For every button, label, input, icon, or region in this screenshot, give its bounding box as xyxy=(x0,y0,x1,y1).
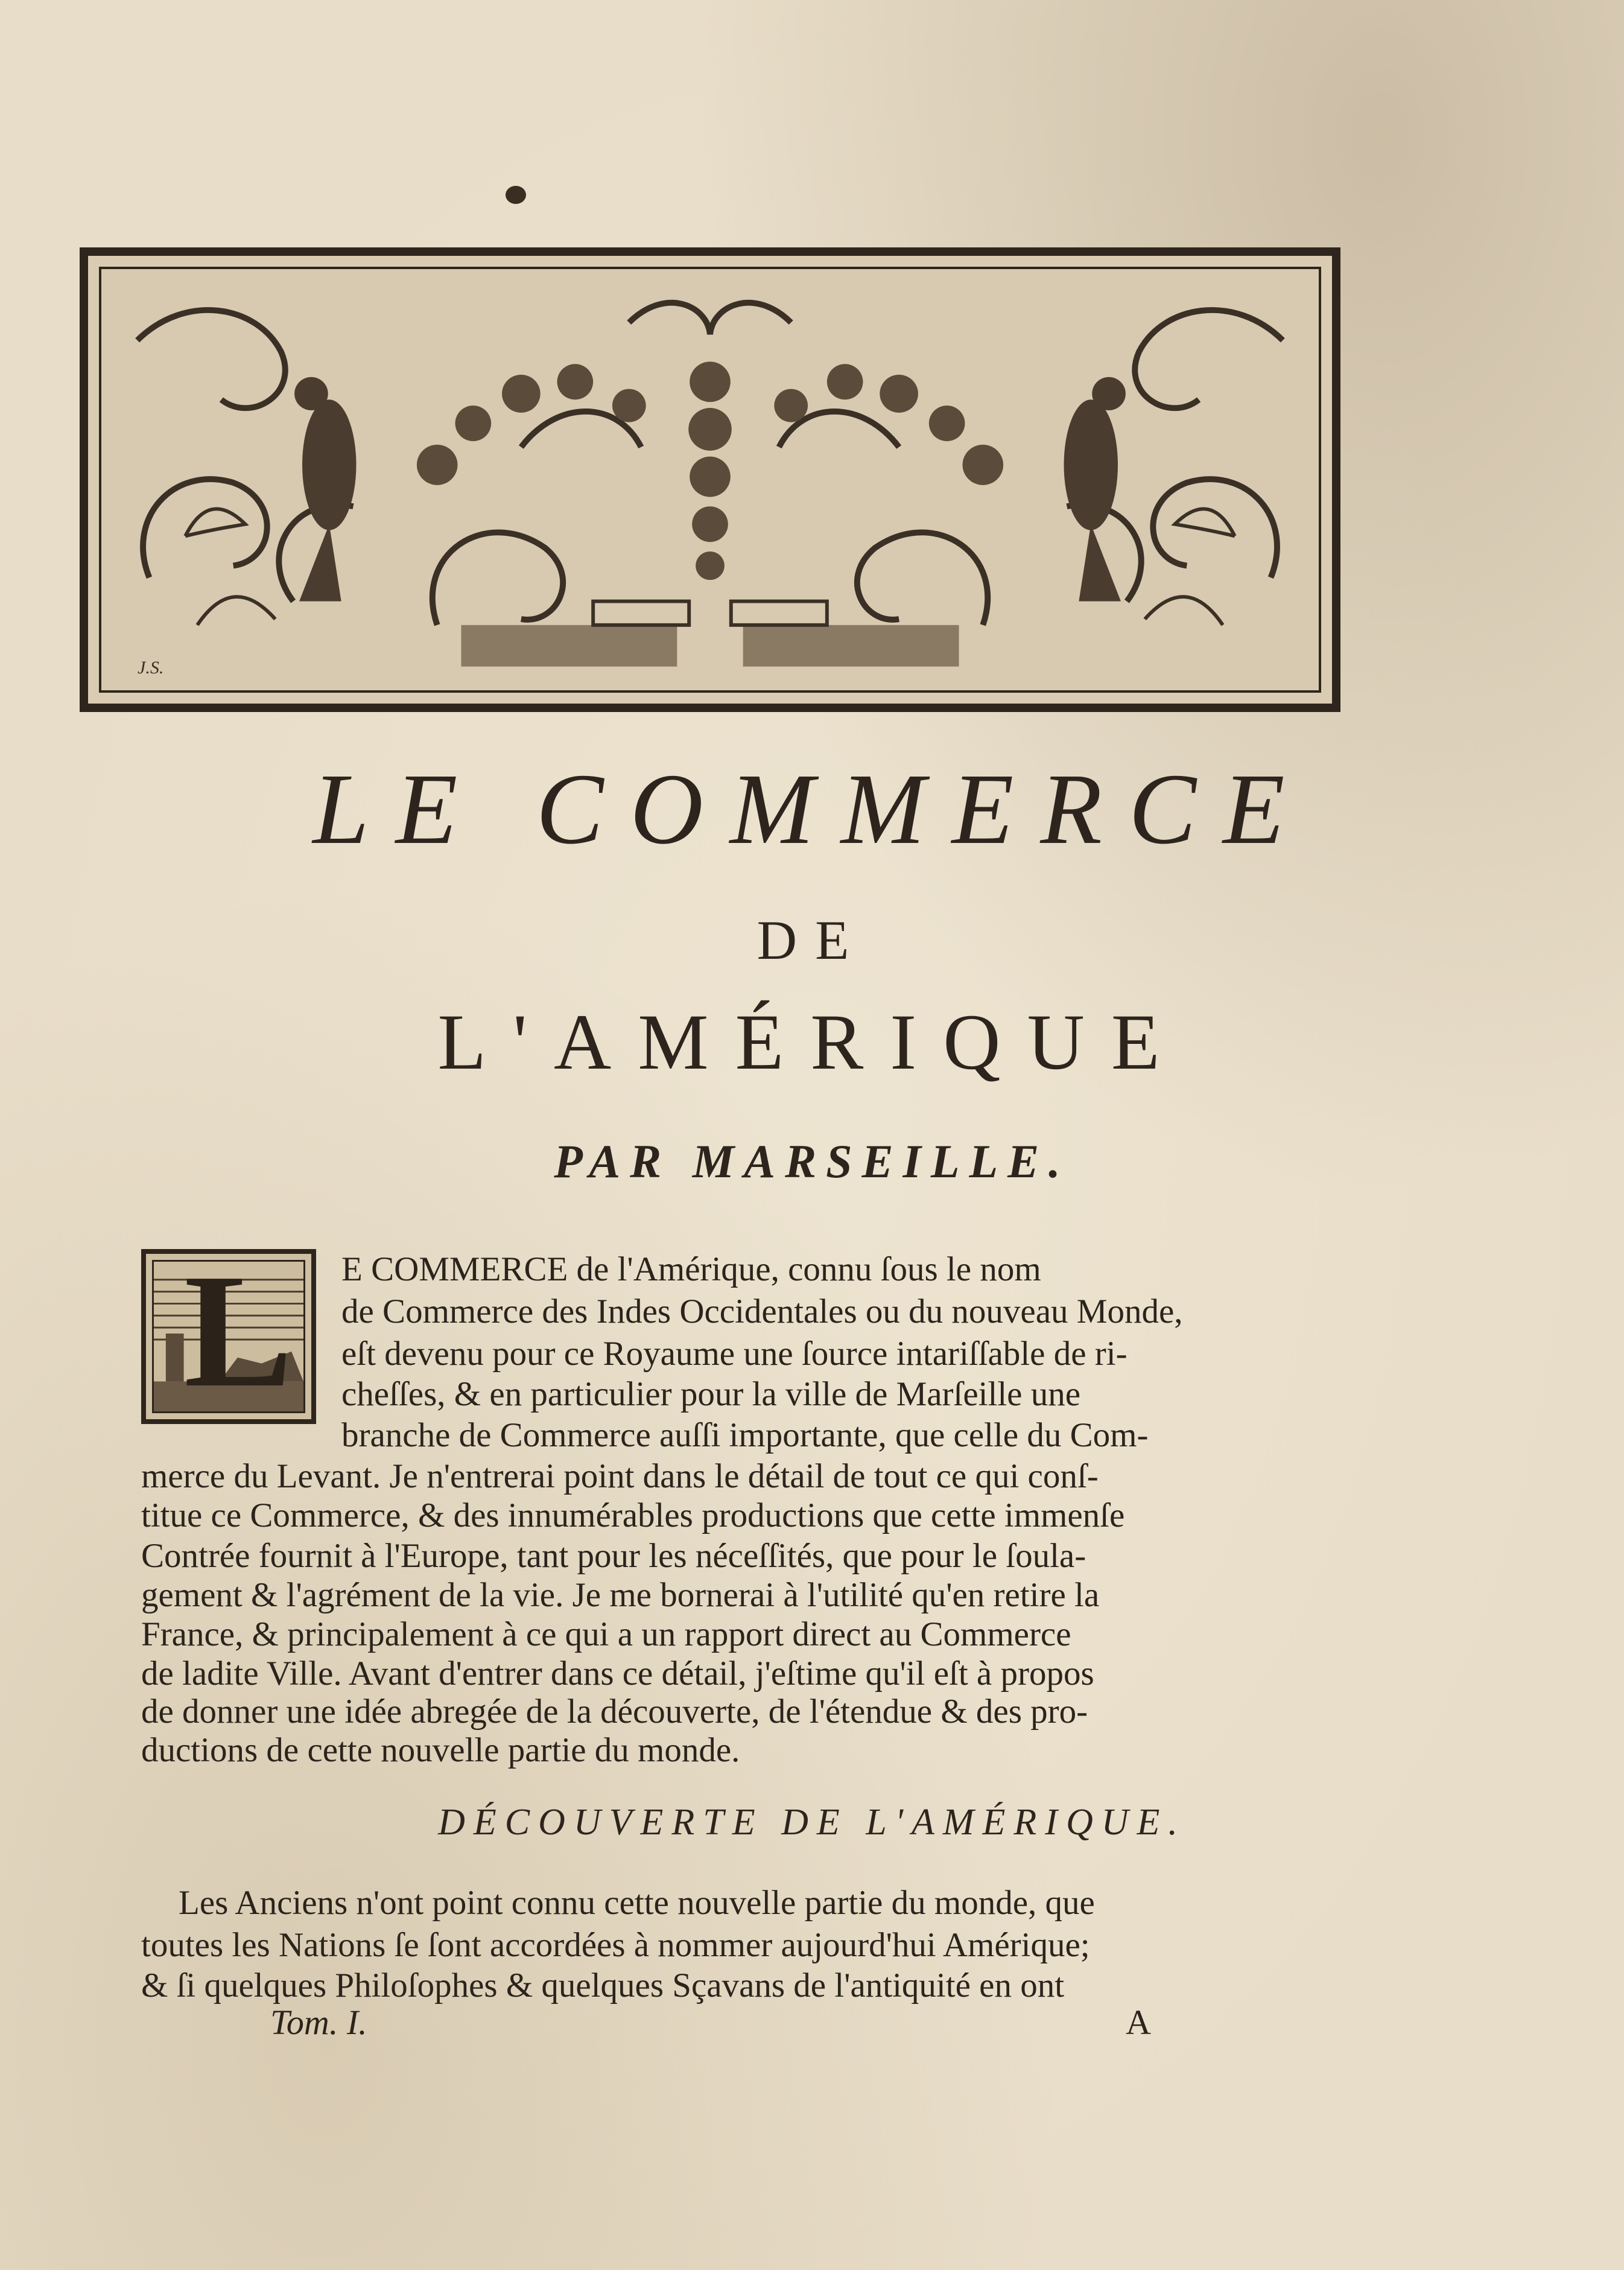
section-line-2: toutes les Nations ſe ſont accordées à nommer aujourd'hui Amérique; xyxy=(141,1926,1090,1964)
intro-line-4: cheſſes, & en particulier pour la ville de Marſeille une xyxy=(341,1375,1081,1413)
title-line-1: LE COMMERCE xyxy=(312,753,1312,865)
intro-line-13: ductions de cette nouvelle partie du monde. xyxy=(141,1731,740,1769)
intro-line-2: de Commerce des Indes Occidentales ou du nouveau Monde, xyxy=(341,1292,1183,1331)
title-line-2: DE xyxy=(756,909,868,971)
section-heading: DÉCOUVERTE DE L'AMÉRIQUE. xyxy=(438,1802,1186,1843)
ink-spot xyxy=(506,186,526,204)
intro-line-8: Contrée fournit à l'Europe, tant pour les néceſſités, que pour le ſoula- xyxy=(141,1537,1086,1575)
section-line-1: Les Anciens n'ont point connu cette nouvelle partie du monde, que xyxy=(179,1884,1095,1922)
intro-line-11: de ladite Ville. Avant d'entrer dans ce détail, j'eſtime qu'il eſt à propos xyxy=(141,1655,1094,1693)
intro-line-3: eſt devenu pour ce Royaume une ſource intariſſable de ri- xyxy=(341,1335,1128,1373)
drop-cap-box xyxy=(141,1249,316,1424)
ornamental-headpiece xyxy=(80,247,1340,712)
headpiece-inner-frame xyxy=(99,267,1321,693)
intro-line-1: E COMMERCE de l'Amérique, connu ſous le nom xyxy=(341,1250,1041,1288)
engraver-mark: J.S. xyxy=(138,658,164,678)
title-line-4: PAR MARSEILLE. xyxy=(554,1135,1070,1187)
ornament-engraving-icon xyxy=(101,269,1319,690)
intro-line-7: titue ce Commerce, & des innumérables productions que cette immenſe xyxy=(141,1496,1125,1534)
section-line-3: & ſi quelques Philoſophes & quelques Sçavans de l'antiquité en ont xyxy=(141,1966,1065,2005)
drop-cap-inner xyxy=(152,1260,305,1413)
signature-marker: A xyxy=(1126,2003,1151,2042)
title-line-3: L'AMÉRIQUE xyxy=(437,997,1187,1086)
intro-line-9: gement & l'agrément de la vie. Je me bornerai à l'utilité qu'en retire la xyxy=(141,1576,1100,1614)
intro-line-10: France, & principalement à ce qui a un rapport direct au Commerce xyxy=(141,1615,1071,1653)
intro-line-12: de donner une idée abregée de la découverte, de l'étendue & des pro- xyxy=(141,1693,1088,1731)
intro-line-5: branche de Commerce auſſi importante, que celle du Com- xyxy=(341,1416,1149,1454)
intro-line-6: merce du Levant. Je n'entrerai point dans le détail de tout ce qui conſ- xyxy=(141,1457,1099,1495)
volume-marker: Tom. I. xyxy=(270,2003,367,2042)
drop-cap-letter: L xyxy=(184,1260,293,1413)
